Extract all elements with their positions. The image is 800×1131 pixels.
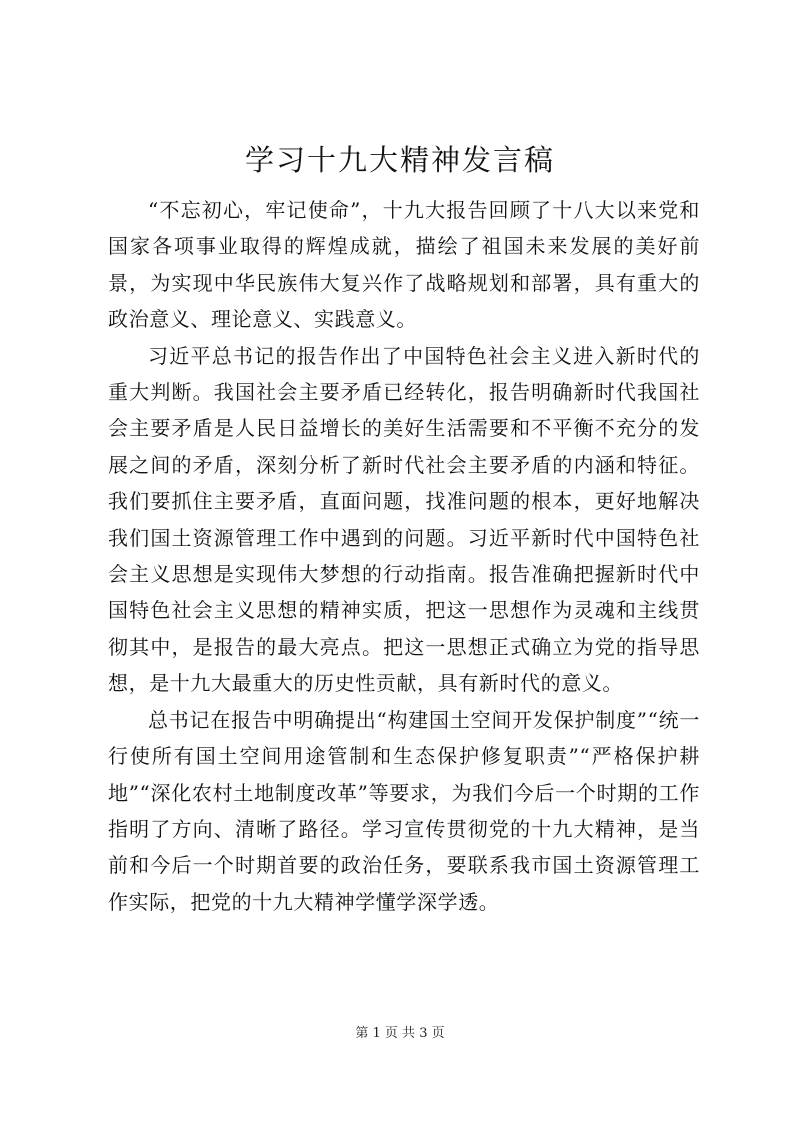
paragraph-3: 总书记在报告中明确提出“构建国土空间开发保护制度”“统一行使所有国土空间用途管制和生态保护修复职责”“严格保护耕地”“深化农村土地制度改革”等要求，为我们今后一个时期的工作指明了方向、清晰了路径。学习宣传贯彻党的十九大精神，是当前和今后一个时期首要的政治任务，要联系我市国土资源管理工作实际，把党的十九大精神学懂学深学透。 — [108, 707, 700, 914]
paragraph-2: 习近平总书记的报告作出了中国特色社会主义进入新时代的重大判断。我国社会主要矛盾已经转化，报告明确新时代我国社会主要矛盾是人民日益增长的美好生活需要和不平衡不充分的发展之间的矛盾，深刻分析了新时代社会主要矛盾的内涵和特征。我们要抓住主要矛盾，直面问题，找准问题的根本，更好地解决我们国土资源管理工作中遇到的问题。习近平新时代中国特色社会主义思想是实现伟大梦想的行动指南。报告准确把握新时代中国特色社会主义思想的精神实质，把这一思想作为灵魂和主线贯彻其中，是报告的最大亮点。把这一思想正式确立为党的指导思想，是十九大最重大的历史性贡献，具有新时代的意义。 — [108, 343, 700, 696]
document-body — [108, 192, 700, 920]
paragraph-1: “不忘初心，牢记使命”，十九大报告回顾了十八大以来党和国家各项事业取得的辉煌成就，描绘了祖国未来发展的美好前景，为实现中华民族伟大复兴作了战略规划和部署，具有重大的政治意义、理论意义、实践意义。 — [108, 198, 700, 332]
page-number-footer: 第 1 页 共 3 页 — [355, 1026, 445, 1041]
document-title: 学习十九大精神发言稿 — [244, 143, 555, 177]
